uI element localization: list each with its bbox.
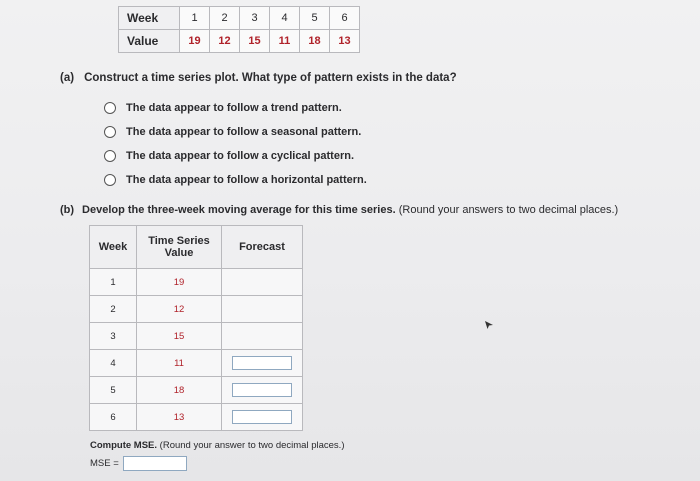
forecast-input-week-5[interactable] xyxy=(232,383,292,397)
option-trend[interactable] xyxy=(104,96,367,120)
forecast-table xyxy=(89,225,303,431)
forecast-cell xyxy=(222,269,303,296)
mse-note: (Round your answer to two decimal places.) xyxy=(159,440,345,451)
mse-prompt xyxy=(90,440,344,451)
week-row xyxy=(119,7,360,30)
value-cell: 12 xyxy=(210,30,240,53)
table-row xyxy=(90,404,303,431)
mse-prompt-text: Compute MSE. xyxy=(90,440,158,451)
mse-row xyxy=(90,456,187,471)
week-cell: 3 xyxy=(240,7,270,30)
week-cell: 1 xyxy=(180,7,210,30)
forecast-input-week-4[interactable] xyxy=(232,356,292,370)
value-cell: 19 xyxy=(137,269,222,296)
forecast-input-week-6[interactable] xyxy=(232,410,292,424)
part-a-tag: (a) xyxy=(60,72,75,84)
mse-input[interactable] xyxy=(123,456,187,471)
option-label: The data appear to follow a horizontal pattern. xyxy=(126,174,367,186)
forecast-cell xyxy=(222,350,303,377)
value-cell: 15 xyxy=(137,323,222,350)
radio-button[interactable] xyxy=(104,126,116,138)
value-cell: 19 xyxy=(180,30,210,53)
option-horizontal[interactable] xyxy=(104,168,367,192)
week-cell: 5 xyxy=(90,377,137,404)
forecast-cell xyxy=(222,377,303,404)
week-cell: 6 xyxy=(330,7,360,30)
forecast-cell xyxy=(222,404,303,431)
week-cell: 2 xyxy=(90,296,137,323)
part-b-question xyxy=(60,204,618,216)
option-label: The data appear to follow a seasonal pattern. xyxy=(126,126,362,138)
option-label: The data appear to follow a cyclical pattern. xyxy=(126,150,355,162)
part-b-note: (Round your answers to two decimal places.) xyxy=(398,204,619,216)
forecast-header-row xyxy=(90,226,303,269)
option-label: The data appear to follow a trend pattern. xyxy=(126,102,342,114)
week-cell: 1 xyxy=(90,269,137,296)
value-column-header: Time Series Value xyxy=(137,226,222,269)
table-row xyxy=(90,323,303,350)
radio-button[interactable] xyxy=(104,174,116,186)
week-cell: 2 xyxy=(210,7,240,30)
value-cell: 13 xyxy=(330,30,360,53)
value-cell: 18 xyxy=(300,30,330,53)
value-cell: 13 xyxy=(137,404,222,431)
mse-label: MSE = xyxy=(90,458,119,469)
week-column-header: Week xyxy=(90,226,137,269)
week-cell: 5 xyxy=(300,7,330,30)
part-b-tag: (b) xyxy=(60,204,75,216)
forecast-column-header: Forecast xyxy=(222,226,303,269)
mouse-cursor-icon xyxy=(484,320,494,330)
forecast-cell xyxy=(222,296,303,323)
table-row xyxy=(90,269,303,296)
week-cell: 6 xyxy=(90,404,137,431)
week-cell: 3 xyxy=(90,323,137,350)
value-cell: 12 xyxy=(137,296,222,323)
week-header: Week xyxy=(119,7,180,30)
value-cell: 18 xyxy=(137,377,222,404)
value-cell: 15 xyxy=(240,30,270,53)
value-header: Value xyxy=(119,30,180,53)
radio-button[interactable] xyxy=(104,150,116,162)
week-cell: 4 xyxy=(270,7,300,30)
value-row xyxy=(119,30,360,53)
forecast-cell xyxy=(222,323,303,350)
pattern-options xyxy=(104,96,367,192)
part-a-question xyxy=(60,72,457,84)
part-a-text: Construct a time series plot. What type of pattern exists in the data? xyxy=(84,72,457,84)
table-row xyxy=(90,350,303,377)
value-cell: 11 xyxy=(270,30,300,53)
value-cell: 11 xyxy=(137,350,222,377)
week-cell: 4 xyxy=(90,350,137,377)
radio-button[interactable] xyxy=(104,102,116,114)
option-cyclical[interactable] xyxy=(104,144,367,168)
part-b-text: Develop the three-week moving average for this time series. xyxy=(82,204,396,216)
data-table xyxy=(118,6,360,53)
table-row xyxy=(90,377,303,404)
option-seasonal[interactable] xyxy=(104,120,367,144)
table-row xyxy=(90,296,303,323)
